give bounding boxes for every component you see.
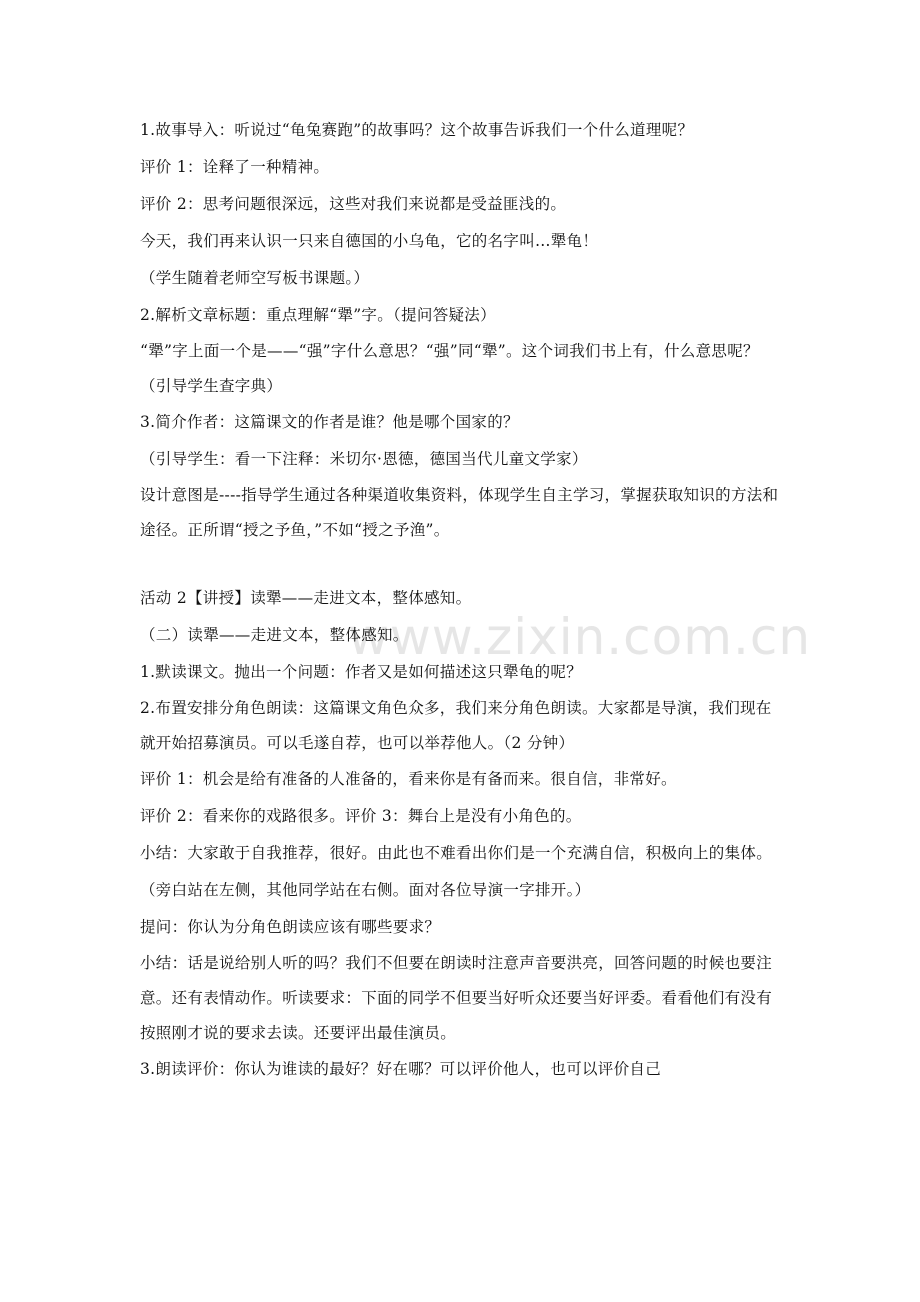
paragraph-silent-reading: 1.默读课文。抛出一个问题：作者又是如何描述这只犟龟的呢？ (140, 663, 582, 681)
paragraph-today: 今天，我们再来认识一只来自德国的小乌龟，它的名字叫…犟龟！ (140, 232, 599, 250)
document-body (140, 118, 785, 1094)
paragraph-board-title: （学生随着老师空写板书课题。） (140, 269, 370, 287)
paragraph-reading-evaluation: 3.朗读评价：你认为谁读的最好？好在哪？可以评价他人，也可以评价自己 (140, 1060, 661, 1078)
paragraph-role-reading: 2.布置安排分角色朗读：这篇课文角色众多，我们来分角色朗读。大家都是导演，我们现在就开始招募演员。可以毛遂自荐，也可以举荐他人。（2 分钟） (140, 699, 772, 752)
paragraph-design-intent: 设计意图是----指导学生通过各种渠道收集资料，体现学生自主学习，掌握获取知识的方法和途径。正所谓“授之予鱼，”不如“授之予渔”。 (140, 486, 779, 539)
paragraph-section-2-heading: （二）读犟——走进文本，整体感知。 (140, 626, 409, 644)
paragraph-summary-confidence: 小结：大家敢于自我推荐，很好。由此也不难看出你们是一个充满自信，积极向上的集体。 (140, 844, 773, 862)
paragraph-annotation-guide: （引导学生：看一下注释：米切尔·恩德，德国当代儿童文学家） (140, 450, 588, 468)
paragraph-stage-arrangement: （旁白站在左侧，其他同学站在右侧。面对各位导演一字排开。） (140, 881, 591, 899)
paragraph-activity-2-heading: 活动 2【讲授】读犟——走进文本，整体感知。 (140, 589, 472, 607)
paragraph-character-meaning: “犟”字上面一个是——“强”字什么意思？“强”同“犟”。这个词我们书上有，什么意思呢？（引导学生查字典） (140, 342, 759, 395)
paragraph-title-analysis: 2.解析文章标题：重点理解“犟”字。（提问答疑法） (140, 306, 496, 324)
paragraph-question-requirements: 提问：你认为分角色朗读应该有哪些要求？ (140, 918, 441, 936)
paragraph-summary-requirements: 小结：话是说给别人听的吗？我们不但要在朗读时注意声音要洪亮，回答问题的时候也要注意。还有表情动作。听读要求：下面的同学不但要当好听众还要当好评委。看看他们有没有按照刚才说的要求去读。还要评出最佳演员。 (140, 954, 773, 1042)
paragraph-evaluation-1: 评价 1：诠释了一种精神。 (140, 158, 330, 176)
paragraph-evaluation-chance: 评价 1：机会是给有准备的人准备的，看来你是有备而来。很自信，非常好。 (140, 770, 677, 788)
paragraph-story-intro: 1.故事导入：听说过“龟兔赛跑”的故事吗？这个故事告诉我们一个什么道理呢？ (140, 121, 694, 139)
paragraph-author-intro: 3.简介作者：这篇课文的作者是谁？他是哪个国家的？ (140, 413, 519, 431)
paragraph-evaluation-2: 评价 2：思考问题很深远，这些对我们来说都是受益匪浅的。 (140, 195, 567, 213)
paragraph-evaluation-roles: 评价 2：看来你的戏路很多。评价 3：舞台上是没有小角色的。 (140, 807, 582, 825)
section-gap (140, 554, 785, 586)
watermark-text: www.zixin.com.cn (348, 608, 812, 666)
